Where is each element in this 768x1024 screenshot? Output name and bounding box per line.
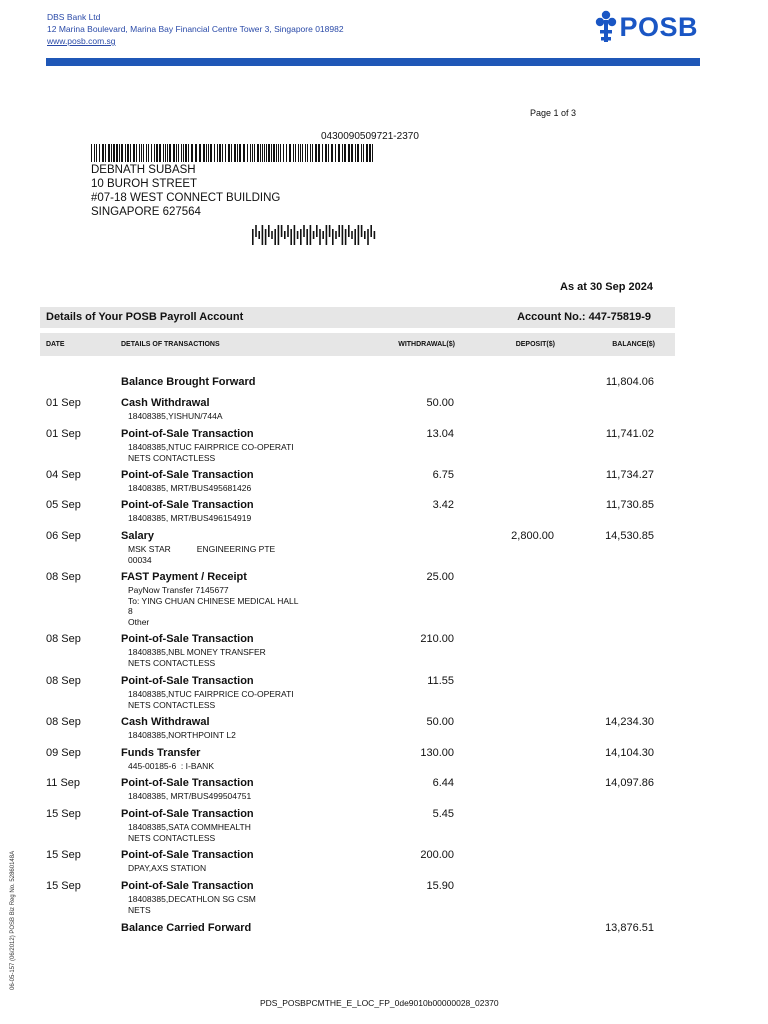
tx-title: Balance Carried Forward: [121, 922, 252, 934]
tx-balance: 14,097.86: [605, 777, 654, 789]
tx-deposit: 2,800.00: [511, 530, 554, 542]
tx-title: Point-of-Sale Transaction: [121, 777, 254, 789]
tx-title: Point-of-Sale Transaction: [121, 428, 254, 440]
tx-detail-line: 18408385, MRT/BUS495681426: [128, 483, 252, 493]
account-number: Account No.: 447-75819-9: [517, 311, 651, 323]
bank-address: 12 Marina Boulevard, Marina Bay Financial Centre Tower 3, Singapore 018982: [47, 24, 344, 34]
tx-detail-line: 00034: [128, 554, 152, 565]
tx-title: Salary: [121, 530, 155, 542]
tx-date: 01 Sep: [46, 428, 81, 440]
column-details: DETAILS OF TRANSACTIONS: [121, 341, 220, 348]
tx-details: [128, 689, 294, 710]
tx-detail-line: 18408385,DECATHLON SG CSM: [128, 894, 256, 904]
tx-withdrawal: 25.00: [426, 571, 454, 583]
tx-title: Point-of-Sale Transaction: [121, 849, 254, 861]
tx-details: [128, 894, 256, 915]
tx-detail-line: 18408385,NTUC FAIRPRICE CO-OPERATI: [128, 689, 294, 699]
account-title: Details of Your POSB Payroll Account: [46, 311, 244, 323]
tx-detail-line: DPAY,AXS STATION: [128, 863, 207, 873]
tx-details: [128, 513, 251, 524]
tx-withdrawal: 13.04: [426, 428, 454, 440]
tx-detail-line: 18408385,NTUC FAIRPRICE CO-OPERATI: [128, 442, 294, 452]
tx-title: FAST Payment / Receipt: [121, 571, 247, 583]
tx-date: 06 Sep: [46, 530, 81, 542]
tx-detail-line: 18408385, MRT/BUS499504751: [128, 791, 252, 801]
column-balance: BALANCE($): [612, 341, 655, 348]
tx-details: [128, 442, 294, 463]
tx-detail-line: 18408385, MRT/BUS496154919: [128, 513, 252, 523]
tx-detail-line: 18408385,SATA COMMHEALTH: [128, 822, 251, 832]
recipient-street: 10 BUROH STREET: [91, 178, 198, 190]
tx-date: 08 Sep: [46, 633, 81, 645]
tx-details: [128, 761, 214, 772]
tx-detail-line: NETS: [128, 904, 151, 915]
tx-detail-line: NETS CONTACTLESS: [128, 452, 216, 463]
tx-detail-line: 18408385,NORTHPOINT L2: [128, 730, 236, 740]
tx-date: 04 Sep: [46, 469, 81, 481]
posb-emblem-icon: [595, 10, 617, 44]
tx-details: [128, 822, 251, 843]
tx-date: 05 Sep: [46, 499, 81, 511]
bank-website-link[interactable]: www.posb.com.sg: [47, 36, 116, 46]
tx-title: Point-of-Sale Transaction: [121, 880, 254, 892]
bank-name: DBS Bank Ltd: [47, 12, 101, 22]
tx-title: Point-of-Sale Transaction: [121, 499, 254, 511]
column-withdrawal: WITHDRAWAL($): [398, 341, 455, 348]
tx-withdrawal: 3.42: [432, 499, 454, 511]
tx-date: 15 Sep: [46, 880, 81, 892]
tx-date: 08 Sep: [46, 571, 81, 583]
tx-title: Funds Transfer: [121, 747, 201, 759]
tx-date: 15 Sep: [46, 808, 81, 820]
header-divider-bar: [46, 58, 700, 66]
mail-barcode: [91, 144, 375, 162]
column-date: DATE: [46, 341, 65, 348]
tx-detail-line: To: YING CHUAN CHINESE MEDICAL HALL: [128, 595, 299, 606]
tx-title: Point-of-Sale Transaction: [121, 633, 254, 645]
tx-detail-line: 445-00185-6 : I-BANK: [128, 761, 214, 771]
column-deposit: DEPOSIT($): [515, 341, 555, 348]
reference-number: 0430090509721-2370: [321, 131, 419, 142]
tx-detail-line: NETS CONTACTLESS: [128, 699, 216, 710]
tx-details: [128, 647, 266, 668]
tx-withdrawal: 6.75: [432, 469, 454, 481]
tx-title: Point-of-Sale Transaction: [121, 469, 254, 481]
tx-withdrawal: 130.00: [420, 747, 454, 759]
tx-details: [128, 730, 236, 741]
tx-details: [128, 544, 275, 565]
tx-balance: 11,741.02: [605, 428, 654, 440]
statement-date: As at 30 Sep 2024: [560, 281, 653, 293]
tx-balance: 11,730.85: [605, 499, 654, 511]
postal-barcode: [252, 225, 382, 245]
tx-title: Point-of-Sale Transaction: [121, 808, 254, 820]
tx-withdrawal: 200.00: [420, 849, 454, 861]
tx-details: [128, 863, 206, 874]
recipient-city: SINGAPORE 627564: [91, 206, 201, 218]
tx-detail-line: NETS CONTACTLESS: [128, 657, 216, 668]
tx-balance: 11,804.06: [605, 376, 654, 388]
recipient-name: DEBNATH SUBASH: [91, 164, 196, 176]
tx-detail-line: PayNow Transfer 7145677: [128, 585, 229, 595]
bank-info: [47, 11, 344, 47]
tx-withdrawal: 50.00: [426, 397, 454, 409]
tx-detail-line: MSK STAR ENGINEERING PTE: [128, 544, 276, 554]
tx-title: Point-of-Sale Transaction: [121, 675, 254, 687]
posb-logo: [595, 10, 698, 44]
tx-balance: 14,104.30: [605, 747, 654, 759]
tx-title: Balance Brought Forward: [121, 376, 256, 388]
recipient-unit: #07-18 WEST CONNECT BUILDING: [91, 192, 281, 204]
recipient-address: [91, 163, 280, 219]
logo-text: POSB: [619, 11, 698, 42]
tx-balance: 14,530.85: [605, 530, 654, 542]
tx-balance: 13,876.51: [605, 922, 654, 934]
tx-date: 15 Sep: [46, 849, 81, 861]
tx-date: 11 Sep: [46, 777, 81, 789]
tx-withdrawal: 15.90: [426, 880, 454, 892]
tx-withdrawal: 11.55: [427, 675, 454, 687]
side-reference-text: 06-05-157 (06/2012) POSB Biz Reg No. 52860148A: [10, 850, 16, 990]
tx-date: 01 Sep: [46, 397, 81, 409]
tx-detail-line: Other: [128, 616, 150, 627]
page-number: Page 1 of 3: [530, 108, 577, 118]
tx-details: [128, 483, 251, 494]
tx-detail-line: 18408385,NBL MONEY TRANSFER: [128, 647, 266, 657]
tx-balance: 11,734.27: [605, 469, 654, 481]
tx-date: 09 Sep: [46, 747, 81, 759]
tx-title: Cash Withdrawal: [121, 397, 210, 409]
tx-withdrawal: 6.44: [432, 777, 454, 789]
tx-detail-line: NETS CONTACTLESS: [128, 832, 216, 843]
tx-withdrawal: 5.45: [432, 808, 454, 820]
tx-title: Cash Withdrawal: [121, 716, 210, 728]
tx-details: [128, 411, 223, 422]
tx-withdrawal: 50.00: [426, 716, 454, 728]
tx-details: [128, 791, 251, 802]
tx-details: [128, 585, 299, 627]
account-header: [40, 307, 675, 328]
tx-detail-line: 18408385,YISHUN/744A: [128, 411, 223, 421]
tx-date: 08 Sep: [46, 716, 81, 728]
footer-code: PDS_POSBPCMTHE_E_LOC_FP_0de9010b00000028_02370: [260, 998, 499, 1008]
table-column-header: [40, 333, 675, 356]
tx-detail-line: 8: [128, 606, 133, 616]
tx-withdrawal: 210.00: [420, 633, 454, 645]
tx-balance: 14,234.30: [605, 716, 654, 728]
tx-date: 08 Sep: [46, 675, 81, 687]
